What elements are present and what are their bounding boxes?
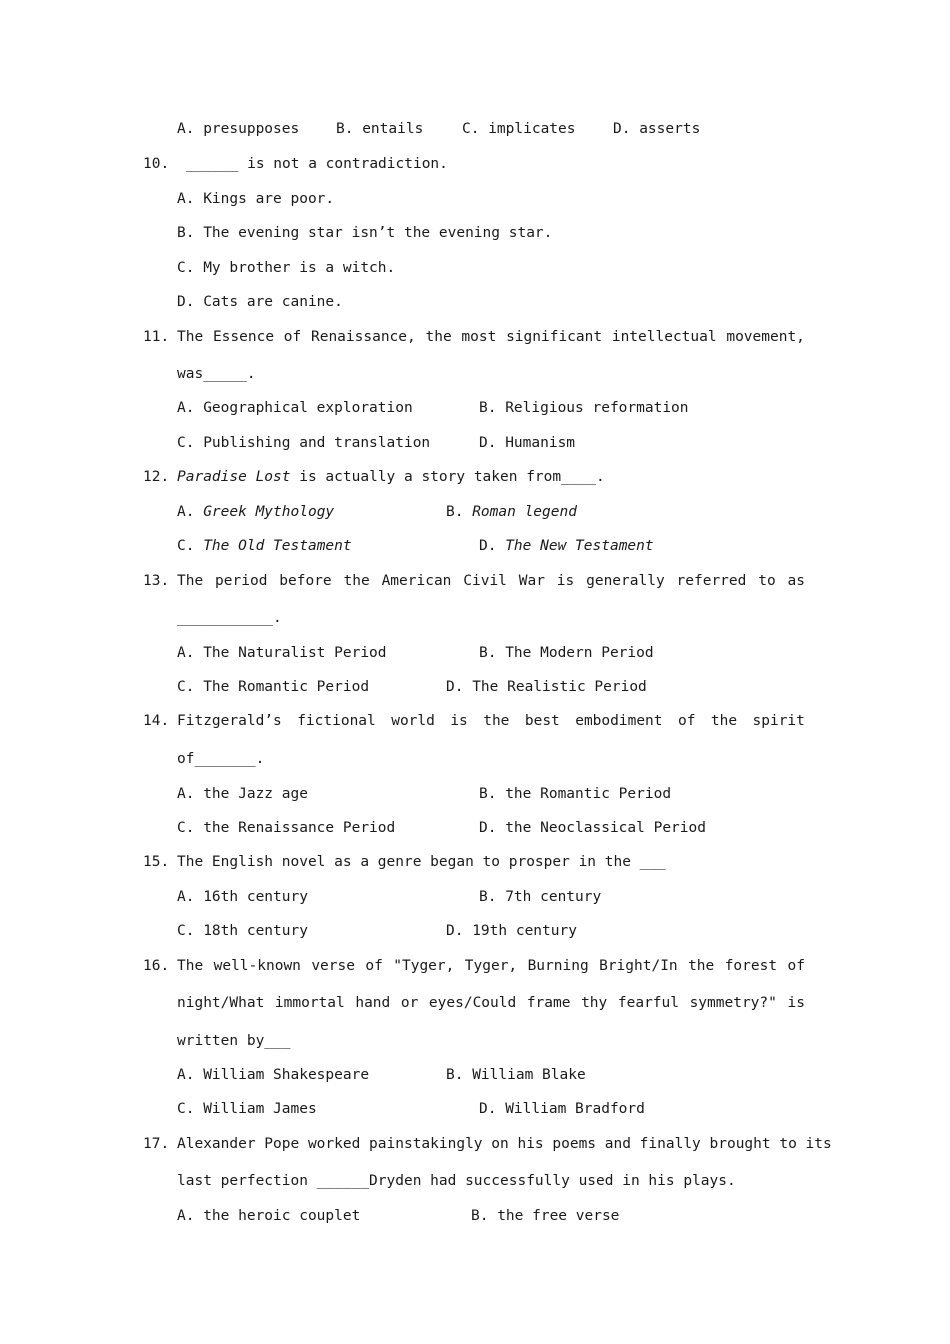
word: symmetry?" <box>689 995 777 1011</box>
option-letter: D. <box>479 538 497 554</box>
q14-option-c: C. the Renaissance Period <box>177 820 396 836</box>
q17-stem-line1: Alexander Pope worked painstakingly on his poems and finally brought to its <box>177 1136 832 1152</box>
word: "Tyger, <box>393 958 455 974</box>
q12-option-d <box>479 536 654 556</box>
q15-option-a: A. 16th century <box>177 889 308 905</box>
q12-stem <box>177 467 605 487</box>
q11-stem-line1 <box>177 327 805 347</box>
q11-option-a: A. Geographical exploration <box>177 400 413 416</box>
word: the <box>343 573 370 589</box>
word: Renaissance, <box>310 329 416 345</box>
word: the <box>425 329 452 345</box>
q12-option-b <box>446 502 577 522</box>
q16-stem-line1 <box>177 956 805 976</box>
word: Burning <box>527 958 589 974</box>
q11-stem-line2: was_____. <box>177 366 256 382</box>
q13-option-a: A. The Naturalist Period <box>177 645 387 661</box>
word: frame <box>526 995 571 1011</box>
word: the <box>483 713 510 729</box>
q15-stem: The English novel as a genre began to prosper in the ___ <box>177 854 666 870</box>
word: spirit <box>752 713 805 729</box>
word: eyes/Could <box>428 995 517 1011</box>
q11-option-c: C. Publishing and translation <box>177 435 431 451</box>
word: War <box>518 573 545 589</box>
q17-stem-line2: last perfection ______Dryden had successfully used in his plays. <box>177 1173 736 1189</box>
q12-number: 12. <box>143 469 170 485</box>
word: is <box>787 995 805 1011</box>
option-letter: C. <box>177 538 195 554</box>
word: intellectual <box>611 329 717 345</box>
q13-option-c: C. The Romantic Period <box>177 679 370 695</box>
option-letter: A. <box>177 504 195 520</box>
word: hand <box>355 995 391 1011</box>
q13-stem-line1 <box>177 571 805 591</box>
q15-option-b: B. 7th century <box>479 889 602 905</box>
q13-number: 13. <box>143 573 170 589</box>
option-text: The Old Testament <box>203 538 352 554</box>
q14-option-a: A. the Jazz age <box>177 786 308 802</box>
q14-option-d: D. the Neoclassical Period <box>479 820 706 836</box>
word: forest <box>724 958 778 974</box>
q16-stem-line2 <box>177 993 805 1013</box>
word: fictional <box>297 713 376 729</box>
word: Bright/In <box>599 958 678 974</box>
q16-option-a: A. William Shakespeare <box>177 1067 370 1083</box>
q16-option-d: D. William Bradford <box>479 1101 645 1117</box>
word: world <box>391 713 435 729</box>
word: Essence <box>212 329 275 345</box>
word: night/What <box>177 995 265 1011</box>
word: thy <box>581 995 608 1011</box>
q16-option-b: B. William Blake <box>446 1067 586 1083</box>
q10-stem: ______ is not a contradiction. <box>186 156 448 172</box>
word: Civil <box>463 573 507 589</box>
q13-stem-line2: ___________. <box>177 610 282 626</box>
q13-option-d: D. The Realistic Period <box>446 679 647 695</box>
word: best <box>524 713 560 729</box>
word: The <box>177 329 204 345</box>
word: American <box>381 573 452 589</box>
word: immortal <box>274 995 345 1011</box>
word: Fitzgerald’s <box>177 713 282 729</box>
word: significant <box>506 329 603 345</box>
word: embodiment <box>575 713 663 729</box>
q10-option-b: B. The evening star isn’t the evening star. <box>177 225 553 241</box>
word: The <box>177 573 204 589</box>
word: the <box>710 713 738 729</box>
word: Tyger, <box>464 958 518 974</box>
q9-option-b: B. entails <box>336 121 424 137</box>
word: generally <box>586 573 665 589</box>
q12-title: Paradise Lost <box>177 469 291 485</box>
q10-number: 10. <box>143 156 170 172</box>
q9-option-d: D. asserts <box>613 121 701 137</box>
word: The <box>177 958 204 974</box>
word: before <box>279 573 332 589</box>
q11-option-d: D. Humanism <box>479 435 576 451</box>
word: of <box>677 713 696 729</box>
q12-stem-rest: is actually a story taken from____. <box>290 469 605 485</box>
word: referred <box>676 573 747 589</box>
option-text: Roman legend <box>472 504 577 520</box>
word: is <box>556 573 575 589</box>
word: movement, <box>726 329 805 345</box>
word: verse <box>311 958 355 974</box>
q11-option-b: B. Religious reformation <box>479 400 689 416</box>
option-text: Greek Mythology <box>203 504 335 520</box>
option-text: The New Testament <box>505 538 654 554</box>
q14-stem-line2: of_______. <box>177 751 265 767</box>
q15-number: 15. <box>143 854 170 870</box>
q10-option-d: D. Cats are canine. <box>177 294 343 310</box>
q9-option-c: C. implicates <box>462 121 576 137</box>
word: most <box>461 329 497 345</box>
q14-stem-line1 <box>177 711 805 731</box>
word: to <box>758 573 776 589</box>
q17-number: 17. <box>143 1136 170 1152</box>
q13-option-b: B. The Modern Period <box>479 645 654 661</box>
q11-number: 11. <box>143 329 170 345</box>
q10-option-c: C. My brother is a witch. <box>177 260 396 276</box>
word: of <box>365 958 383 974</box>
q10-option-a: A. Kings are poor. <box>177 191 335 207</box>
word: is <box>450 713 468 729</box>
word: as <box>787 573 805 589</box>
q15-option-d: D. 19th century <box>446 923 577 939</box>
word: or <box>400 995 419 1011</box>
q16-number: 16. <box>143 958 170 974</box>
q14-number: 14. <box>143 713 170 729</box>
q12-option-a <box>177 502 334 522</box>
q16-option-c: C. William James <box>177 1101 317 1117</box>
q17-option-a: A. the heroic couplet <box>177 1208 361 1224</box>
q17-option-b: B. the free verse <box>471 1208 620 1224</box>
word: well-known <box>213 958 301 974</box>
q14-option-b: B. the Romantic Period <box>479 786 672 802</box>
option-letter: B. <box>446 504 464 520</box>
q16-stem-line3: written by___ <box>177 1033 291 1049</box>
q9-option-a: A. presupposes <box>177 121 300 137</box>
q15-option-c: C. 18th century <box>177 923 308 939</box>
word: of <box>283 329 302 345</box>
word: the <box>688 958 715 974</box>
word: of <box>787 958 805 974</box>
word: period <box>215 573 268 589</box>
q12-option-c <box>177 536 352 556</box>
word: fearful <box>617 995 679 1011</box>
